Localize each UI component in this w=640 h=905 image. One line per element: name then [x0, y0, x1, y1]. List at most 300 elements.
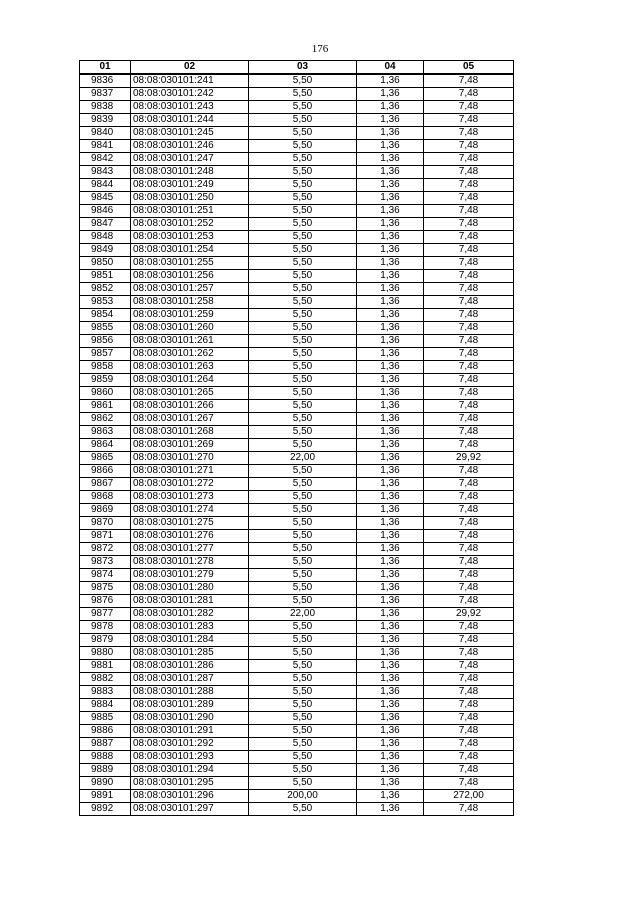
- column-header-03: 03: [249, 61, 357, 75]
- cadastral-code-cell: 08:08:030101:267: [131, 413, 249, 426]
- row-number-cell: 9841: [80, 140, 131, 153]
- table-row: [80, 140, 514, 153]
- table-row: [80, 686, 514, 699]
- value-05-cell: 7,48: [424, 764, 514, 777]
- row-number-cell: 9860: [80, 387, 131, 400]
- row-number-cell: 9881: [80, 660, 131, 673]
- cadastral-code-cell: 08:08:030101:247: [131, 153, 249, 166]
- cadastral-code-cell: 08:08:030101:286: [131, 660, 249, 673]
- row-number-cell: 9876: [80, 595, 131, 608]
- cadastral-code-cell: 08:08:030101:242: [131, 88, 249, 101]
- value-05-cell: 7,48: [424, 699, 514, 712]
- table-row: [80, 530, 514, 543]
- cadastral-code-cell: 08:08:030101:282: [131, 608, 249, 621]
- value-05-cell: 7,48: [424, 400, 514, 413]
- value-05-cell: 7,48: [424, 361, 514, 374]
- row-number-cell: 9849: [80, 244, 131, 257]
- value-05-cell: 7,48: [424, 153, 514, 166]
- table-row: [80, 582, 514, 595]
- value-03-cell: 5,50: [249, 712, 357, 725]
- value-05-cell: 7,48: [424, 478, 514, 491]
- value-04-cell: 1,36: [357, 244, 424, 257]
- row-number-cell: 9875: [80, 582, 131, 595]
- value-04-cell: 1,36: [357, 257, 424, 270]
- value-05-cell: 7,48: [424, 621, 514, 634]
- value-04-cell: 1,36: [357, 231, 424, 244]
- value-05-cell: 7,48: [424, 543, 514, 556]
- value-04-cell: 1,36: [357, 543, 424, 556]
- cadastral-code-cell: 08:08:030101:256: [131, 270, 249, 283]
- cadastral-code-cell: 08:08:030101:252: [131, 218, 249, 231]
- cadastral-code-cell: 08:08:030101:245: [131, 127, 249, 140]
- cadastral-code-cell: 08:08:030101:264: [131, 374, 249, 387]
- cadastral-code-cell: 08:08:030101:289: [131, 699, 249, 712]
- value-04-cell: 1,36: [357, 686, 424, 699]
- table-row: [80, 660, 514, 673]
- value-03-cell: 5,50: [249, 309, 357, 322]
- value-04-cell: 1,36: [357, 595, 424, 608]
- value-05-cell: 7,48: [424, 530, 514, 543]
- row-number-cell: 9883: [80, 686, 131, 699]
- cadastral-code-cell: 08:08:030101:270: [131, 452, 249, 465]
- row-number-cell: 9836: [80, 74, 131, 88]
- value-05-cell: 7,48: [424, 439, 514, 452]
- header-row: [80, 61, 514, 75]
- value-05-cell: 7,48: [424, 413, 514, 426]
- table-row: [80, 244, 514, 257]
- cadastral-code-cell: 08:08:030101:273: [131, 491, 249, 504]
- table-row: [80, 738, 514, 751]
- value-04-cell: 1,36: [357, 114, 424, 127]
- row-number-cell: 9842: [80, 153, 131, 166]
- value-04-cell: 1,36: [357, 218, 424, 231]
- row-number-cell: 9838: [80, 101, 131, 114]
- value-05-cell: 7,48: [424, 725, 514, 738]
- value-03-cell: 5,50: [249, 257, 357, 270]
- value-04-cell: 1,36: [357, 88, 424, 101]
- table-row: [80, 309, 514, 322]
- value-04-cell: 1,36: [357, 517, 424, 530]
- cadastral-code-cell: 08:08:030101:250: [131, 192, 249, 205]
- row-number-cell: 9852: [80, 283, 131, 296]
- table-row: [80, 569, 514, 582]
- table-row: [80, 608, 514, 621]
- value-04-cell: 1,36: [357, 582, 424, 595]
- table-row: [80, 270, 514, 283]
- value-03-cell: 5,50: [249, 387, 357, 400]
- value-05-cell: 7,48: [424, 101, 514, 114]
- value-04-cell: 1,36: [357, 74, 424, 88]
- row-number-cell: 9872: [80, 543, 131, 556]
- row-number-cell: 9858: [80, 361, 131, 374]
- cadastral-code-cell: 08:08:030101:244: [131, 114, 249, 127]
- row-number-cell: 9854: [80, 309, 131, 322]
- value-04-cell: 1,36: [357, 725, 424, 738]
- value-05-cell: 7,48: [424, 231, 514, 244]
- row-number-cell: 9877: [80, 608, 131, 621]
- value-05-cell: 7,48: [424, 322, 514, 335]
- value-03-cell: 5,50: [249, 114, 357, 127]
- cadastral-code-cell: 08:08:030101:241: [131, 74, 249, 88]
- row-number-cell: 9855: [80, 322, 131, 335]
- row-number-cell: 9866: [80, 465, 131, 478]
- cadastral-code-cell: 08:08:030101:285: [131, 647, 249, 660]
- row-number-cell: 9885: [80, 712, 131, 725]
- value-05-cell: 7,48: [424, 140, 514, 153]
- page-number: 176: [311, 43, 329, 55]
- row-number-cell: 9850: [80, 257, 131, 270]
- value-03-cell: 5,50: [249, 127, 357, 140]
- value-03-cell: 5,50: [249, 439, 357, 452]
- column-header-01: 01: [80, 61, 131, 75]
- value-03-cell: 5,50: [249, 179, 357, 192]
- row-number-cell: 9870: [80, 517, 131, 530]
- value-03-cell: 5,50: [249, 556, 357, 569]
- value-04-cell: 1,36: [357, 283, 424, 296]
- value-03-cell: 5,50: [249, 270, 357, 283]
- table-row: [80, 452, 514, 465]
- cadastral-code-cell: 08:08:030101:283: [131, 621, 249, 634]
- value-05-cell: 7,48: [424, 179, 514, 192]
- cadastral-code-cell: 08:08:030101:288: [131, 686, 249, 699]
- value-03-cell: 5,50: [249, 647, 357, 660]
- row-number-cell: 9868: [80, 491, 131, 504]
- table-row: [80, 751, 514, 764]
- row-number-cell: 9840: [80, 127, 131, 140]
- value-05-cell: 7,48: [424, 634, 514, 647]
- table-row: [80, 88, 514, 101]
- value-04-cell: 1,36: [357, 699, 424, 712]
- value-05-cell: 7,48: [424, 244, 514, 257]
- value-03-cell: 5,50: [249, 322, 357, 335]
- value-04-cell: 1,36: [357, 153, 424, 166]
- value-03-cell: 5,50: [249, 478, 357, 491]
- table-row: [80, 387, 514, 400]
- value-05-cell: 7,48: [424, 426, 514, 439]
- value-04-cell: 1,36: [357, 452, 424, 465]
- value-03-cell: 5,50: [249, 543, 357, 556]
- value-03-cell: 5,50: [249, 244, 357, 257]
- cadastral-code-cell: 08:08:030101:254: [131, 244, 249, 257]
- cadastral-code-cell: 08:08:030101:265: [131, 387, 249, 400]
- value-03-cell: 200,00: [249, 790, 357, 803]
- value-03-cell: 22,00: [249, 452, 357, 465]
- row-number-cell: 9861: [80, 400, 131, 413]
- table-row: [80, 712, 514, 725]
- value-03-cell: 22,00: [249, 608, 357, 621]
- value-03-cell: 5,50: [249, 686, 357, 699]
- value-04-cell: 1,36: [357, 764, 424, 777]
- value-05-cell: 7,48: [424, 218, 514, 231]
- value-03-cell: 5,50: [249, 74, 357, 88]
- value-04-cell: 1,36: [357, 738, 424, 751]
- table-row: [80, 413, 514, 426]
- cadastral-code-cell: 08:08:030101:294: [131, 764, 249, 777]
- table-row: [80, 764, 514, 777]
- cadastral-code-cell: 08:08:030101:278: [131, 556, 249, 569]
- cadastral-code-cell: 08:08:030101:255: [131, 257, 249, 270]
- value-03-cell: 5,50: [249, 738, 357, 751]
- value-03-cell: 5,50: [249, 491, 357, 504]
- table-row: [80, 699, 514, 712]
- value-04-cell: 1,36: [357, 621, 424, 634]
- value-04-cell: 1,36: [357, 465, 424, 478]
- value-04-cell: 1,36: [357, 192, 424, 205]
- row-number-cell: 9859: [80, 374, 131, 387]
- value-03-cell: 5,50: [249, 673, 357, 686]
- value-03-cell: 5,50: [249, 413, 357, 426]
- value-03-cell: 5,50: [249, 296, 357, 309]
- cadastral-code-cell: 08:08:030101:261: [131, 335, 249, 348]
- value-05-cell: 7,48: [424, 595, 514, 608]
- row-number-cell: 9869: [80, 504, 131, 517]
- value-04-cell: 1,36: [357, 530, 424, 543]
- value-03-cell: 5,50: [249, 361, 357, 374]
- table-row: [80, 647, 514, 660]
- value-03-cell: 5,50: [249, 582, 357, 595]
- row-number-cell: 9867: [80, 478, 131, 491]
- row-number-cell: 9863: [80, 426, 131, 439]
- value-03-cell: 5,50: [249, 400, 357, 413]
- value-04-cell: 1,36: [357, 673, 424, 686]
- cadastral-code-cell: 08:08:030101:291: [131, 725, 249, 738]
- value-04-cell: 1,36: [357, 387, 424, 400]
- cadastral-code-cell: 08:08:030101:253: [131, 231, 249, 244]
- value-03-cell: 5,50: [249, 218, 357, 231]
- cadastral-code-cell: 08:08:030101:249: [131, 179, 249, 192]
- table-row: [80, 465, 514, 478]
- value-03-cell: 5,50: [249, 504, 357, 517]
- value-04-cell: 1,36: [357, 556, 424, 569]
- row-number-cell: 9891: [80, 790, 131, 803]
- value-03-cell: 5,50: [249, 140, 357, 153]
- cadastral-code-cell: 08:08:030101:257: [131, 283, 249, 296]
- row-number-cell: 9853: [80, 296, 131, 309]
- value-05-cell: 7,48: [424, 491, 514, 504]
- table-row: [80, 127, 514, 140]
- value-05-cell: 7,48: [424, 738, 514, 751]
- value-03-cell: 5,50: [249, 699, 357, 712]
- cadastral-code-cell: 08:08:030101:262: [131, 348, 249, 361]
- cadastral-code-cell: 08:08:030101:243: [131, 101, 249, 114]
- value-05-cell: 7,48: [424, 673, 514, 686]
- column-header-04: 04: [357, 61, 424, 75]
- value-03-cell: 5,50: [249, 205, 357, 218]
- value-05-cell: 7,48: [424, 712, 514, 725]
- table-row: [80, 725, 514, 738]
- table-row: [80, 478, 514, 491]
- row-number-cell: 9871: [80, 530, 131, 543]
- cadastral-code-cell: 08:08:030101:246: [131, 140, 249, 153]
- cadastral-code-cell: 08:08:030101:287: [131, 673, 249, 686]
- value-04-cell: 1,36: [357, 205, 424, 218]
- table-row: [80, 790, 514, 803]
- cadastral-code-cell: 08:08:030101:275: [131, 517, 249, 530]
- value-04-cell: 1,36: [357, 400, 424, 413]
- cadastral-code-cell: 08:08:030101:251: [131, 205, 249, 218]
- value-03-cell: 5,50: [249, 569, 357, 582]
- value-05-cell: 7,48: [424, 504, 514, 517]
- table-row: [80, 74, 514, 88]
- cadastral-code-cell: 08:08:030101:281: [131, 595, 249, 608]
- value-05-cell: 7,48: [424, 166, 514, 179]
- value-04-cell: 1,36: [357, 660, 424, 673]
- cadastral-code-cell: 08:08:030101:284: [131, 634, 249, 647]
- value-05-cell: 29,92: [424, 452, 514, 465]
- cadastral-code-cell: 08:08:030101:266: [131, 400, 249, 413]
- row-number-cell: 9845: [80, 192, 131, 205]
- table-row: [80, 114, 514, 127]
- table-row: [80, 426, 514, 439]
- value-05-cell: 7,48: [424, 348, 514, 361]
- table-row: [80, 179, 514, 192]
- row-number-cell: 9846: [80, 205, 131, 218]
- value-03-cell: 5,50: [249, 751, 357, 764]
- value-04-cell: 1,36: [357, 439, 424, 452]
- value-04-cell: 1,36: [357, 140, 424, 153]
- value-03-cell: 5,50: [249, 465, 357, 478]
- value-03-cell: 5,50: [249, 374, 357, 387]
- row-number-cell: 9843: [80, 166, 131, 179]
- value-05-cell: 7,48: [424, 296, 514, 309]
- cadastral-code-cell: 08:08:030101:272: [131, 478, 249, 491]
- table-row: [80, 621, 514, 634]
- table-row: [80, 335, 514, 348]
- value-04-cell: 1,36: [357, 361, 424, 374]
- column-header-05: 05: [424, 61, 514, 75]
- cadastral-code-cell: 08:08:030101:258: [131, 296, 249, 309]
- value-04-cell: 1,36: [357, 777, 424, 790]
- table-row: [80, 218, 514, 231]
- value-05-cell: 7,48: [424, 686, 514, 699]
- data-table: [79, 60, 514, 816]
- row-number-cell: 9848: [80, 231, 131, 244]
- value-05-cell: 7,48: [424, 205, 514, 218]
- row-number-cell: 9878: [80, 621, 131, 634]
- value-04-cell: 1,36: [357, 322, 424, 335]
- table-row: [80, 231, 514, 244]
- cadastral-code-cell: 08:08:030101:274: [131, 504, 249, 517]
- row-number-cell: 9892: [80, 803, 131, 816]
- cadastral-code-cell: 08:08:030101:292: [131, 738, 249, 751]
- value-03-cell: 5,50: [249, 283, 357, 296]
- value-03-cell: 5,50: [249, 231, 357, 244]
- value-04-cell: 1,36: [357, 127, 424, 140]
- value-05-cell: 7,48: [424, 309, 514, 322]
- value-04-cell: 1,36: [357, 608, 424, 621]
- value-04-cell: 1,36: [357, 335, 424, 348]
- cadastral-code-cell: 08:08:030101:290: [131, 712, 249, 725]
- value-04-cell: 1,36: [357, 296, 424, 309]
- value-05-cell: 272,00: [424, 790, 514, 803]
- value-05-cell: 7,48: [424, 647, 514, 660]
- value-04-cell: 1,36: [357, 309, 424, 322]
- table-row: [80, 205, 514, 218]
- value-04-cell: 1,36: [357, 751, 424, 764]
- value-05-cell: 7,48: [424, 74, 514, 88]
- value-04-cell: 1,36: [357, 270, 424, 283]
- value-03-cell: 5,50: [249, 88, 357, 101]
- value-04-cell: 1,36: [357, 647, 424, 660]
- cadastral-code-cell: 08:08:030101:260: [131, 322, 249, 335]
- value-03-cell: 5,50: [249, 348, 357, 361]
- table-row: [80, 803, 514, 816]
- value-03-cell: 5,50: [249, 101, 357, 114]
- value-04-cell: 1,36: [357, 426, 424, 439]
- value-05-cell: 7,48: [424, 374, 514, 387]
- value-05-cell: 7,48: [424, 660, 514, 673]
- value-04-cell: 1,36: [357, 803, 424, 816]
- value-05-cell: 7,48: [424, 283, 514, 296]
- cadastral-code-cell: 08:08:030101:297: [131, 803, 249, 816]
- row-number-cell: 9888: [80, 751, 131, 764]
- value-04-cell: 1,36: [357, 712, 424, 725]
- value-05-cell: 7,48: [424, 114, 514, 127]
- table-row: [80, 634, 514, 647]
- table-row: [80, 491, 514, 504]
- table-row: [80, 673, 514, 686]
- table-row: [80, 504, 514, 517]
- value-04-cell: 1,36: [357, 374, 424, 387]
- row-number-cell: 9844: [80, 179, 131, 192]
- value-04-cell: 1,36: [357, 491, 424, 504]
- value-03-cell: 5,50: [249, 166, 357, 179]
- row-number-cell: 9856: [80, 335, 131, 348]
- value-05-cell: 7,48: [424, 582, 514, 595]
- row-number-cell: 9890: [80, 777, 131, 790]
- cadastral-code-cell: 08:08:030101:259: [131, 309, 249, 322]
- row-number-cell: 9839: [80, 114, 131, 127]
- value-03-cell: 5,50: [249, 517, 357, 530]
- value-03-cell: 5,50: [249, 803, 357, 816]
- table-row: [80, 556, 514, 569]
- cadastral-code-cell: 08:08:030101:280: [131, 582, 249, 595]
- row-number-cell: 9874: [80, 569, 131, 582]
- row-number-cell: 9837: [80, 88, 131, 101]
- cadastral-code-cell: 08:08:030101:248: [131, 166, 249, 179]
- table-row: [80, 400, 514, 413]
- table-row: [80, 166, 514, 179]
- row-number-cell: 9857: [80, 348, 131, 361]
- table-row: [80, 543, 514, 556]
- value-05-cell: 7,48: [424, 387, 514, 400]
- value-05-cell: 7,48: [424, 270, 514, 283]
- table-row: [80, 348, 514, 361]
- value-05-cell: 7,48: [424, 517, 514, 530]
- table-row: [80, 101, 514, 114]
- value-04-cell: 1,36: [357, 101, 424, 114]
- value-03-cell: 5,50: [249, 634, 357, 647]
- value-04-cell: 1,36: [357, 790, 424, 803]
- table-row: [80, 322, 514, 335]
- value-03-cell: 5,50: [249, 153, 357, 166]
- cadastral-code-cell: 08:08:030101:296: [131, 790, 249, 803]
- value-05-cell: 29,92: [424, 608, 514, 621]
- cadastral-code-cell: 08:08:030101:293: [131, 751, 249, 764]
- value-05-cell: 7,48: [424, 751, 514, 764]
- value-05-cell: 7,48: [424, 88, 514, 101]
- row-number-cell: 9887: [80, 738, 131, 751]
- row-number-cell: 9879: [80, 634, 131, 647]
- row-number-cell: 9884: [80, 699, 131, 712]
- row-number-cell: 9847: [80, 218, 131, 231]
- table-row: [80, 257, 514, 270]
- table-body: [80, 74, 514, 816]
- table-row: [80, 361, 514, 374]
- row-number-cell: 9889: [80, 764, 131, 777]
- value-04-cell: 1,36: [357, 478, 424, 491]
- table-row: [80, 374, 514, 387]
